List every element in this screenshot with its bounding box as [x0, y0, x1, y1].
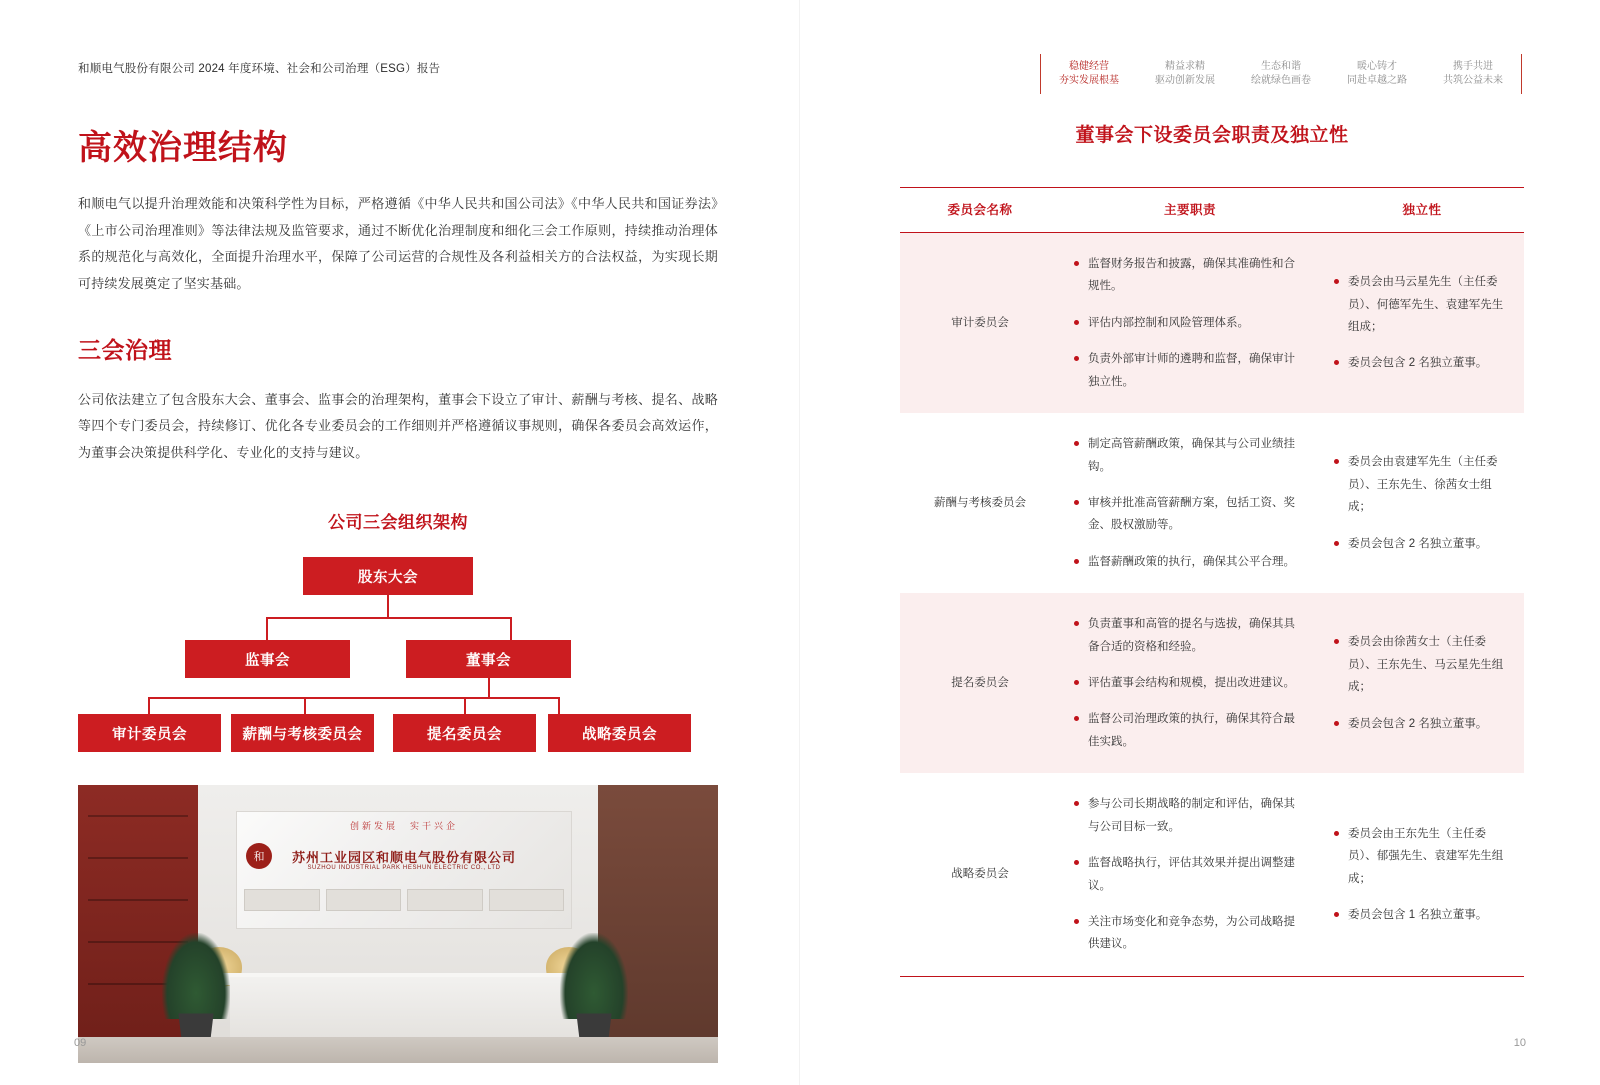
- org-connector: [148, 697, 150, 714]
- list-item: 委员会包含 2 名独立董事。: [1334, 352, 1510, 374]
- list-item: 制定高管薪酬政策，确保其与公司业绩挂钩。: [1074, 433, 1306, 478]
- org-connector: [488, 678, 490, 697]
- list-item: 负责董事和高管的提名与选拔，确保其具备合适的资格和经验。: [1074, 613, 1306, 658]
- list-item: 关注市场变化和竞争态势，为公司战略提供建议。: [1074, 911, 1306, 956]
- nav-item-4[interactable]: [1425, 54, 1521, 94]
- committee-name: 薪酬与考核委员会: [934, 496, 1026, 509]
- nav-item-4-line2: 共筑公益未来: [1443, 75, 1503, 86]
- org-node-remuneration-committee: 薪酬与考核委员会: [231, 714, 374, 752]
- committee-table: [900, 187, 1524, 976]
- org-node-audit-committee: 审计委员会: [78, 714, 221, 752]
- list-item: 监督战略执行，评估其效果并提出调整建议。: [1074, 852, 1306, 897]
- org-connector: [266, 617, 268, 640]
- page-number-left: 09: [74, 1037, 87, 1049]
- list-item: 监督公司治理政策的执行，确保其符合最佳实践。: [1074, 708, 1306, 753]
- list-item: 监督薪酬政策的执行，确保其公平合理。: [1074, 551, 1306, 573]
- left-page-content: [78, 120, 718, 1063]
- org-connector: [510, 617, 512, 640]
- intro-paragraph: 和顺电气以提升治理效能和决策科学性为目标，严格遵循《中华人民共和国公司法》《中华人民共和国证券法》《上市公司治理准则》等法律法规及监管要求，通过不断优化治理制度和细化三会工作原则，持续推动治理体系的规范化与高效化，全面提升治理水平，保障了公司运营的合规性及各利益相关方的合法权益，为实现长期可持续发展奠定了坚实基础。: [78, 196, 718, 291]
- photo-floor: [78, 1037, 718, 1063]
- photo-slogan: 创新发展 实干兴企: [349, 821, 458, 832]
- nav-divider-end: [1521, 54, 1522, 94]
- col-header-duties: 主要职责: [1060, 188, 1320, 233]
- nav-item-2-line2: 绘就绿色画卷: [1251, 75, 1311, 86]
- list-item: 负责外部审计师的遴聘和监督，确保审计独立性。: [1074, 348, 1306, 393]
- org-connector: [304, 697, 306, 714]
- table-row: [900, 773, 1524, 976]
- nav-item-0-line2: 夯实发展根基: [1059, 75, 1119, 86]
- list-item: 委员会由王东先生（主任委员）、郁强先生、袁建军先生组成；: [1334, 823, 1510, 890]
- col-header-name: 委员会名称: [900, 188, 1060, 233]
- list-item: 委员会包含 1 名独立董事。: [1334, 904, 1510, 926]
- list-item: 委员会由徐茜女士（主任委员）、王东先生、马云星先生组成；: [1334, 631, 1510, 698]
- nav-item-3[interactable]: [1329, 54, 1425, 94]
- org-node-board-of-directors: 董事会: [406, 640, 571, 678]
- org-chart: [78, 557, 718, 757]
- nav-item-1[interactable]: [1137, 54, 1233, 94]
- list-item: 委员会由袁建军先生（主任委员）、王东先生、徐茜女士组成；: [1334, 451, 1510, 518]
- right-page-content: [900, 120, 1524, 977]
- nav-item-0-line1: 稳健经营: [1069, 60, 1109, 72]
- committee-independence: [1320, 233, 1524, 414]
- sub-section-title: 三会治理: [78, 336, 172, 363]
- list-item: 参与公司长期战略的制定和评估，确保其与公司目标一致。: [1074, 793, 1306, 838]
- running-head: 和顺电气股份有限公司 2024 年度环境、社会和公司治理（ESG）报告: [78, 63, 441, 75]
- nav-item-2-line1: 生态和谐: [1261, 60, 1301, 72]
- nav-item-0[interactable]: [1041, 54, 1137, 94]
- committee-name: 审计委员会: [900, 233, 1060, 414]
- chapter-nav: [1040, 54, 1522, 94]
- company-logo-icon: 和: [246, 843, 272, 869]
- table-row: [900, 233, 1524, 414]
- col-header-independence: 独立性: [1320, 188, 1524, 233]
- nav-item-3-line1: 暖心铸才: [1357, 60, 1397, 72]
- nav-item-2[interactable]: [1233, 54, 1329, 94]
- org-node-strategy-committee: 战略委员会: [548, 714, 691, 752]
- committee-duties: [1060, 233, 1320, 414]
- committee-independence: [1320, 773, 1524, 976]
- table-row: [900, 593, 1524, 773]
- committee-independence: [1320, 593, 1524, 773]
- committee-independence: [1320, 413, 1524, 593]
- org-chart-title: 公司三会组织架构: [328, 513, 468, 533]
- committee-table-title: 董事会下设委员会职责及独立性: [1075, 125, 1349, 146]
- table-header-row: [900, 188, 1524, 233]
- second-paragraph: 公司依法建立了包含股东大会、董事会、监事会的治理架构，董事会下设立了审计、薪酬与考核、提名、战略等四个专门委员会，持续修订、优化各专业委员会的工作细则并严格遵循议事规则，确保各委员会高效运作，为董事会决策提供科学化、专业化的支持与建议。: [78, 391, 718, 460]
- list-item: 评估董事会结构和规模，提出改进建议。: [1074, 672, 1306, 694]
- nav-item-1-line2: 驱动创新发展: [1155, 75, 1215, 86]
- photo-company-name-en: SUZHOU INDUSTRIAL PARK HESHUN ELECTRIC CO., LTD: [307, 865, 501, 872]
- list-item: 评估内部控制和风险管理体系。: [1074, 312, 1306, 334]
- org-node-supervisory-board: 监事会: [185, 640, 350, 678]
- list-item: 审核并批准高管薪酬方案，包括工资、奖金、股权激励等。: [1074, 492, 1306, 537]
- photo-plaques: [244, 889, 564, 911]
- org-connector: [266, 617, 510, 619]
- nav-item-1-line1: 精益求精: [1165, 60, 1205, 72]
- page-number-right: 10: [1513, 1037, 1526, 1049]
- list-item: 委员会由马云星先生（主任委员）、何德军先生、袁建军先生组成；: [1334, 271, 1510, 338]
- org-node-shareholders: 股东大会: [303, 557, 473, 595]
- committee-duties: [1060, 593, 1320, 773]
- list-item: 委员会包含 2 名独立董事。: [1334, 533, 1510, 555]
- nav-item-4-line1: 携手共进: [1453, 60, 1493, 72]
- org-connector: [558, 697, 560, 714]
- list-item: 监督财务报告和披露，确保其准确性和合规性。: [1074, 253, 1306, 298]
- table-bottom-rule: [900, 976, 1524, 978]
- nav-item-3-line2: 同赴卓越之路: [1347, 75, 1407, 86]
- committee-name: 提名委员会: [900, 593, 1060, 773]
- page-spine-divider: [799, 0, 800, 1085]
- table-row: [900, 413, 1524, 593]
- office-lobby-photo: [78, 785, 718, 1063]
- list-item: 委员会包含 2 名独立董事。: [1334, 713, 1510, 735]
- photo-company-name-cn: 苏州工业园区和顺电气股份有限公司: [291, 850, 516, 866]
- org-connector: [464, 697, 466, 714]
- committee-name: 战略委员会: [951, 868, 1009, 881]
- org-connector: [148, 697, 558, 699]
- committee-duties: [1060, 413, 1320, 593]
- page-title: 高效治理结构: [78, 129, 288, 167]
- committee-duties: [1060, 773, 1320, 976]
- org-node-nomination-committee: 提名委员会: [393, 714, 536, 752]
- org-connector: [387, 595, 389, 617]
